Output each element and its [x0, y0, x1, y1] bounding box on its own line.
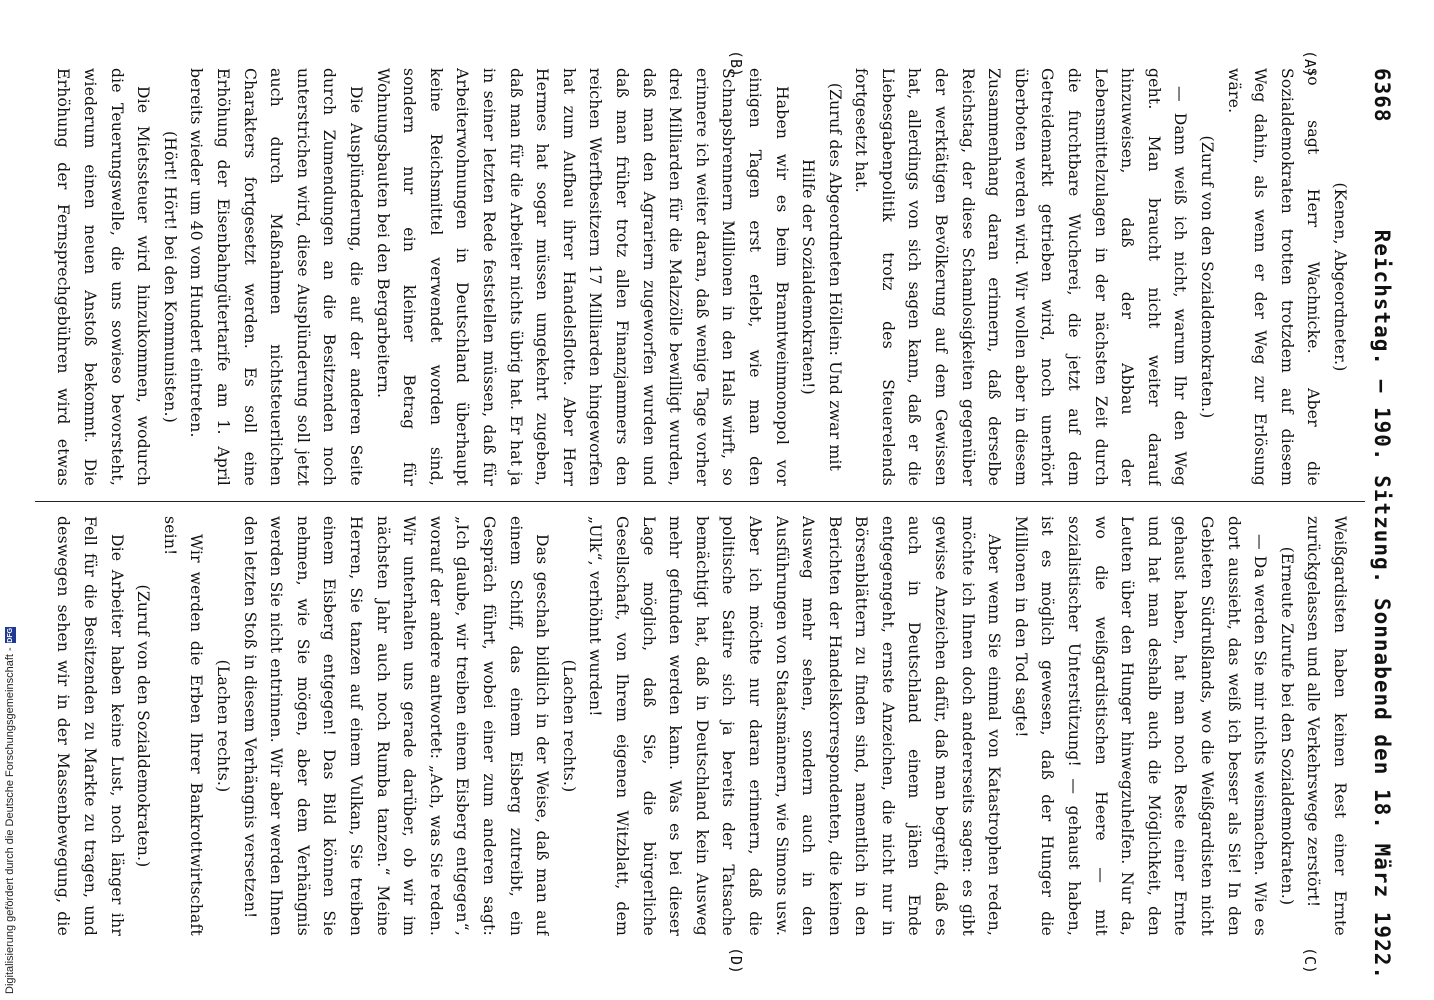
margin-marker-a: (A) [1301, 50, 1319, 78]
interjection: (Zuruf von den Sozialdemokraten.) [1198, 135, 1217, 419]
paragraph: Wir werden die Erben Ihrer Bankrottwirtschaft sein! [160, 516, 206, 936]
page-number: 6368 [1370, 68, 1394, 123]
paragraph: Das geschah bildlich in der Weise, daß man auf einem Schiff, das einem Eisberg zutreibt, ein Gespräch führt, wobei einer zum anderen sagt: „Ich glaube, wir treiben einem Eisberg entgegen“, worauf der andere antwortet: „Ach, was Sie reden. Wir unterhalten uns gerade darüber, ob wir im nächsten Jahr auch noch Rumba tanzen.“ Meine Herren, Sie tanzen auf einem Vulkan, Sie treiben einem Eisberg entgegen! Das Bild können Sie nehmen, wie Sie mögen, aber dem Verhängnis werden Sie nicht entrinnen. Wir aber werden Ihnen den letzten Stoß in diesem Verhängnis versetzen! [240, 516, 552, 936]
page-header [1365, 68, 1399, 980]
margin-marker-d: (D) [727, 947, 745, 975]
header-title: Reichstag. — 190. Sitzung. Sonnabend den 18. März 1922. [1370, 229, 1394, 980]
paragraph: Weißgardisten haben keinen Rest einer Ernte zurückgelassen und alle Verkehrswege zerstört! [1304, 516, 1349, 936]
margin-marker-c: (C) [1301, 947, 1319, 975]
paragraph: — Dann weiß ich nicht, warum Ihr den Weg geht. Man braucht nicht weiter darauf hinzuweisen, daß der Abbau der Lebensmittelzulagen in der nächsten Zeit durch die furchtbare Wucherei, die jetzt auf dem Getreidemarkt getrieben wird, noch unerhört überboten werden wird. Wir wollen aber in diesem Zusammenhang daran erinnern, daß derselbe Reichstag, der diese Schamlosigkeiten gegenüber der werktätigen Bevölkerung auf dem Gewissen hat, allerdings von sich sagen kann, daß er die Liebesgabenpolitik trotz des Steuerelends fortgesetzt hat. [852, 68, 1190, 486]
interjection: (Zuruf des Abgeordneten Höllein: Und zwar mit Hilfe der Sozialdemokraten!) [799, 82, 844, 472]
interjection: (Kenen, Abgeordneter.) [1331, 182, 1349, 372]
paragraph: Die Arbeiter haben keine Lust, noch länger ihr Fell für die Besitzenden zu Markte zu tragen, und deswegen sehen wir in der Massenbewegung, die [54, 516, 126, 936]
interjection: (Erneute Zurufe bei den Sozialdemokraten.) [1277, 546, 1296, 906]
dfg-logo-icon: DFG [6, 627, 14, 643]
interjection: (Lachen rechts.) [214, 659, 233, 793]
paragraph: Die Mietssteuer wird hinzukommen, wodurch die Teuerungswelle, die uns sowieso bevorsteht, wiederum einen neuen Anstoß bekommt. Die Erhöhung der Fernsprechgebühren wird etwas [54, 68, 153, 486]
paragraph: so sagt Herr Wachnicke. Aber die Sozialdemokraten trotten trotzdem auf diesem Weg dahin, als wenn er der Weg zur Erlösung wäre. [1224, 68, 1323, 486]
column-divider [35, 501, 1365, 502]
interjection: (Hört! Hört! bei den Kommunisten.) [160, 131, 179, 423]
digitization-credit [4, 627, 16, 994]
left-text-column [45, 68, 1353, 486]
credit-text: Digitalisierung gefördert durch die Deutsche Forschungsgemeinschaft - [4, 647, 16, 994]
paragraph: Haben wir es beim Branntweinmonopol vor einigen Tagen erst erlebt, wie man den Schnapsbrennern Millionen in den Hals wirft, so erinnere ich weiter daran, daß wenige Tage vorher drei Milliarden für die Malzzölle bewilligt wurden, daß man den Agrariern zugeworfen wurden und daß man früher trotz allen Finanzjammers den reichen Werftbesitzern 17 Milliarden hingeworfen hat zum Aufbau ihrer Handelsflotte. Aber Herr Hermes hat sogar müssen umgekehrt zugeben, daß man für die Arbeiter nichts übrig hat. Er hat ja in seiner letzten Rede feststellen müssen, daß für Arbeiterwohnungen in Deutschland überhaupt keine Reichsmittel verwendet worden sind, sondern nur ein kleiner Betrag für Wohnungsbauten bei den Bergarbeitern. [373, 68, 791, 486]
paragraph: Aber wenn Sie einmal von Katastrophen reden, möchte ich Ihnen doch andererseits sagen: es gibt gewisse Anzeichen dafür, daß man begreift, daß es auch in Deutschland einem jähen Ende entgegengeht, ernste Anzeichen, die nicht nur in Börsenblättern zu finden sind, namentlich in den Berichten der Handelskorrespondenten, die keinen Ausweg mehr sehen, sondern auch in den Ausführungen von Staatsmännern, wie Simons usw. Aber ich möchte nur daran erinnern, daß die politische Satire sich ja bereits der Tatsache bemächtigt hat, daß in Deutschland kein Ausweg mehr gefunden werden kann. Was es bei dieser Lage möglich, daß Sie, die bürgerliche Gesellschaft, von Ihrem eigenen Witzblatt, dem „Ulk“, verhöhnt wurden! [586, 516, 1004, 936]
rotated-document-page [5, 0, 1405, 1000]
paragraph: Die Ausplünderung, die auf der anderen Seite durch Zumendungen an die Besitzenden noch unterstrichen wird, diese Ausplünderung soll jetzt auch durch Maßnahmen nichtsteuerlichen Charakters fortgesetzt werden. Es soll eine Erhöhung der Eisenbahngütertarife am 1. April bereits wieder um 40 vom Hundert eintreten. [187, 68, 366, 486]
paragraph: — Da werden Sie mir nichts weismachen. Wie es dort aussieht, das weiß ich besser als Sie! In den Gebieten Südrußlands, wo die Weißgardisten nicht gehaust haben, hat man noch Reste einer Ernte und hat man deshalb auch die Möglichkeit, den Leuten über den Hunger hinwegzuhelfen. Nur da, wo die weißgardistischen Heere — mit sozialistischer Unterstützung! — gehaust haben, ist es möglich gewesen, daß der Hunger die Millionen in den Tod sagte! [1011, 516, 1270, 936]
interjection: (Zuruf von den Sozialdemokraten.) [134, 584, 153, 868]
interjection: (Lachen rechts.) [559, 659, 578, 793]
right-text-column [45, 516, 1353, 936]
margin-marker-b: (B) [727, 50, 745, 78]
